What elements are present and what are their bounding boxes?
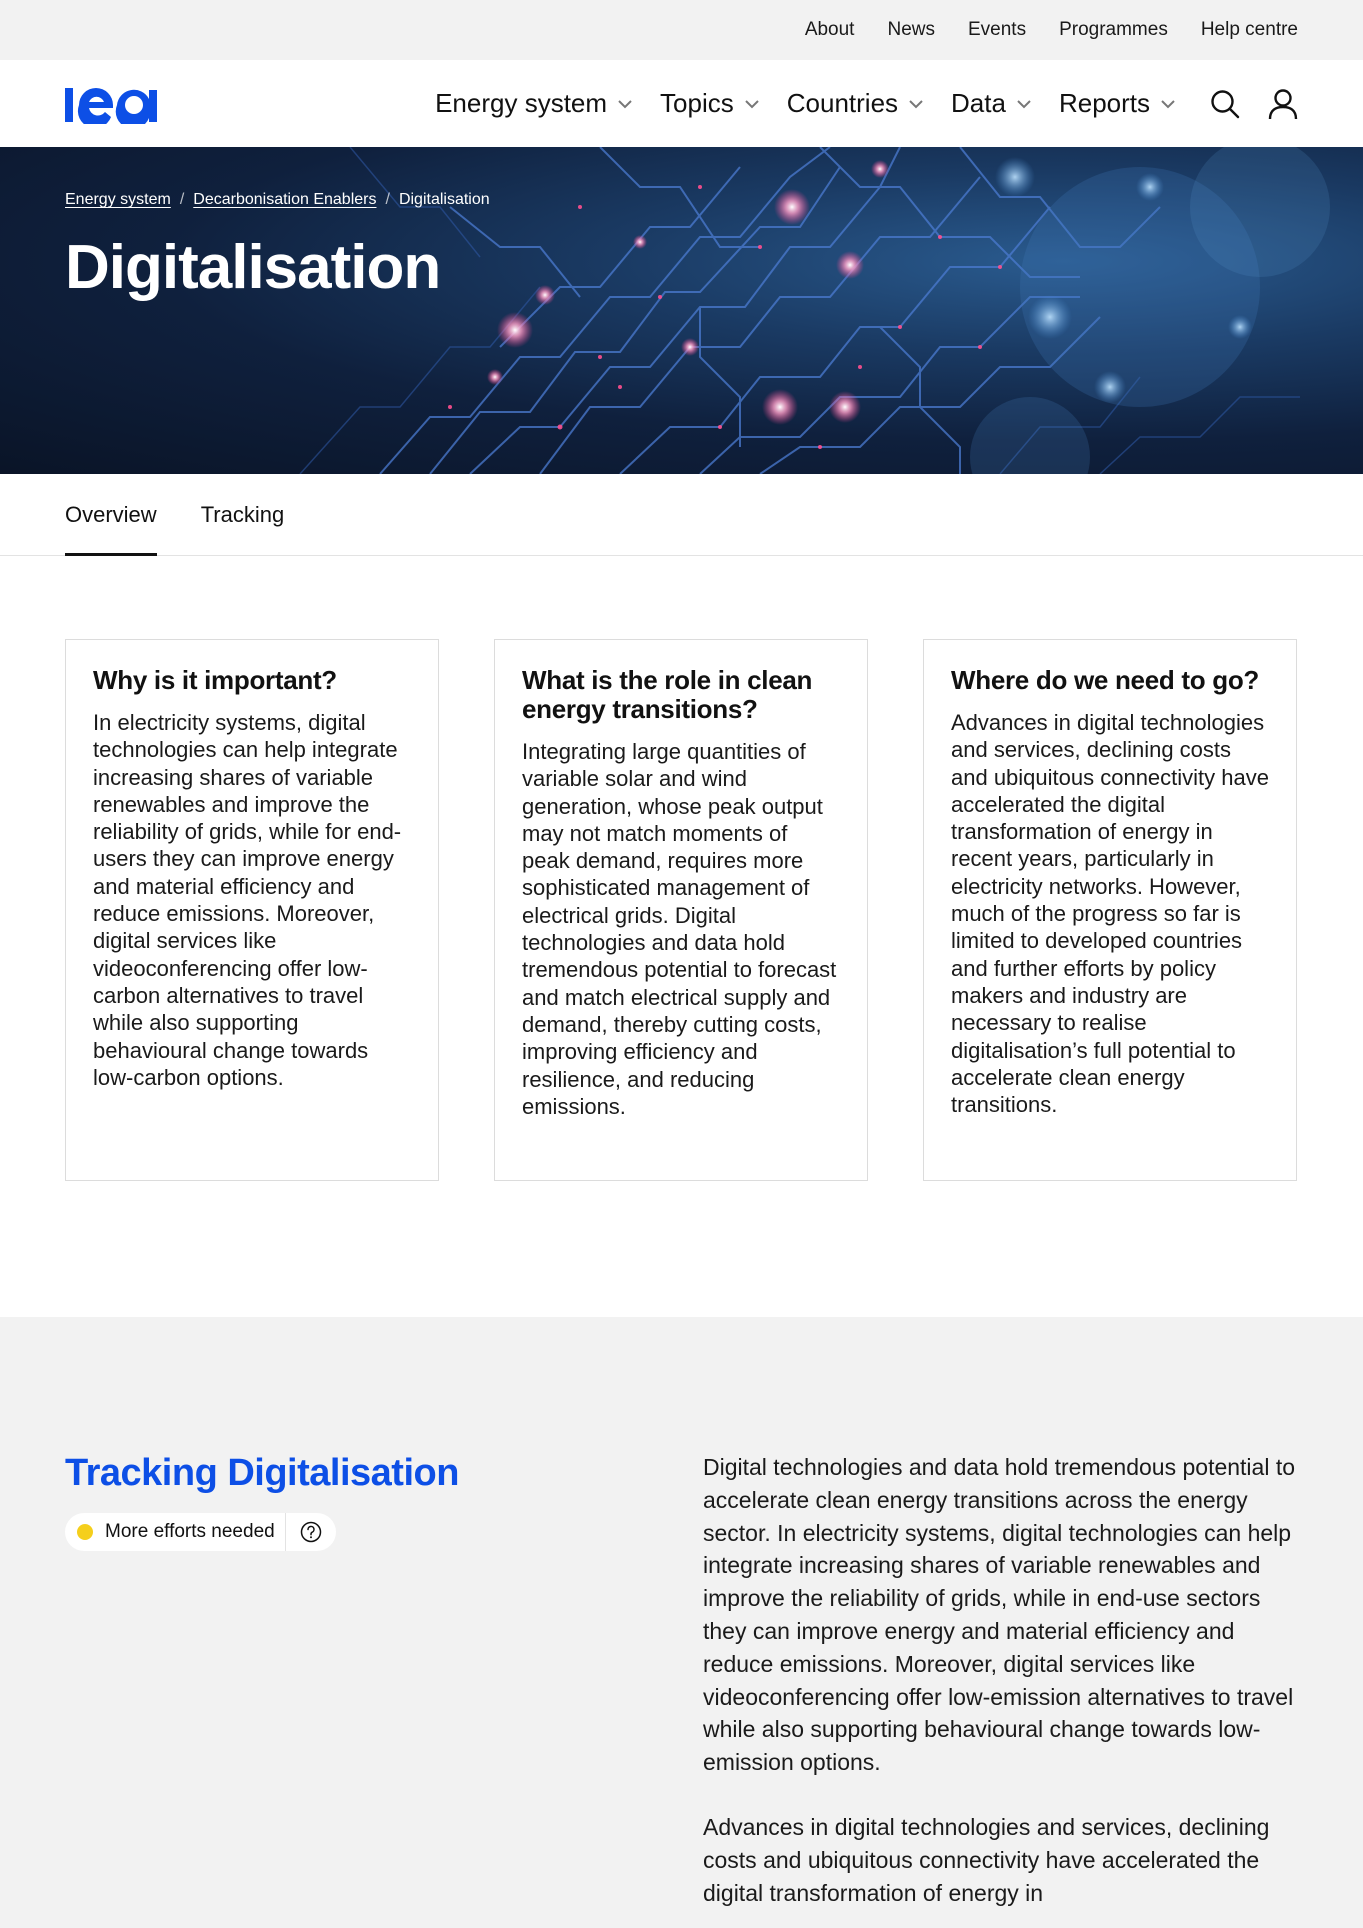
user-icon[interactable] xyxy=(1268,88,1298,120)
status-dot xyxy=(77,1524,93,1540)
breadcrumb-separator: / xyxy=(385,191,390,208)
breadcrumb-separator: / xyxy=(179,191,185,208)
nav-label: Energy system xyxy=(435,88,608,118)
page-tabs xyxy=(0,474,1363,556)
card-title: Why is it important? xyxy=(93,665,337,695)
card-why-important xyxy=(65,639,439,1181)
help-icon[interactable] xyxy=(286,1521,336,1543)
chevron-down-icon xyxy=(617,99,633,109)
breadcrumb-link-decarbonisation-enablers[interactable]: Decarbonisation Enablers xyxy=(193,191,377,208)
chevron-down-icon xyxy=(1016,99,1032,109)
tracking-paragraph: Digital technologies and data hold tremendous potential to accelerate clean energy transitions across the energy sector. In electricity systems, digital technologies can help integrate increasing shares of variable renewables and improve the reliability of grids, while in end-use sectors they can improve energy and material efficiency and reduce emissions. Moreover, digital services like videoconferencing offer low-emission alternatives to travel while also supporting behavioural change towards low-emission options. xyxy=(703,1454,1296,1776)
card-title: Where do we need to go? xyxy=(951,665,1259,695)
nav-label: Countries xyxy=(786,88,899,118)
utility-link-programmes[interactable]: Programmes xyxy=(1059,19,1168,40)
main-nav xyxy=(0,60,1363,147)
chevron-down-icon xyxy=(744,99,760,109)
nav-topics[interactable] xyxy=(660,88,760,119)
tracking-title: Tracking Digitalisation xyxy=(65,1452,459,1494)
nav-label: Topics xyxy=(660,88,734,118)
card-role-in-transitions xyxy=(494,639,868,1181)
utility-link-events[interactable]: Events xyxy=(967,19,1027,40)
status-label: More efforts needed xyxy=(105,1521,275,1542)
utility-link-help-centre[interactable]: Help centre xyxy=(1200,19,1298,40)
status-badge xyxy=(65,1513,336,1551)
info-cards xyxy=(0,556,1363,1181)
page-title: Digitalisation xyxy=(65,233,441,302)
tab-overview[interactable]: Overview xyxy=(65,474,157,555)
card-body: Advances in digital technologies and services, declining costs and ubiquitous connectivity have accelerated the digital transformation of energy in recent years, particularly in electricity networks. However, much of the progress so far is limited to developed countries and further efforts by policy makers and industry are necessary to realise digitalisation’s full potential to accelerate clean energy transitions. xyxy=(951,710,1269,1118)
chevron-down-icon xyxy=(908,99,924,109)
chevron-down-icon xyxy=(1160,99,1176,109)
nav-label: Reports xyxy=(1058,88,1150,118)
card-where-to-go xyxy=(923,639,1297,1181)
tracking-paragraph: Advances in digital technologies and services, declining costs and ubiquitous connectivity have accelerated the digital transformation of energy in xyxy=(703,1813,1270,1906)
iea-logo-mark xyxy=(65,84,158,124)
search-icon[interactable] xyxy=(1210,89,1240,119)
tracking-section xyxy=(0,1317,1363,1928)
utility-nav xyxy=(0,0,1363,60)
utility-link-about[interactable]: About xyxy=(804,19,855,40)
nav-data[interactable] xyxy=(951,88,1032,119)
tab-tracking[interactable]: Tracking xyxy=(200,501,285,527)
utility-link-news[interactable]: News xyxy=(887,19,935,40)
nav-reports[interactable] xyxy=(1059,88,1176,119)
iea-logo[interactable] xyxy=(65,84,158,124)
breadcrumb-current: Digitalisation xyxy=(398,191,490,208)
nav-countries[interactable] xyxy=(787,88,924,119)
breadcrumb xyxy=(65,191,490,209)
card-body: In electricity systems, digital technologies can help integrate increasing shares of variable renewables and improve the reliability of grids, while for end-users they can improve energy and material efficiency and reduce emissions. Moreover, digital services like videoconferencing offer low-carbon alternatives to travel while also supporting behavioural change towards low-carbon options. xyxy=(93,710,402,1090)
breadcrumb-link-energy-system[interactable]: Energy system xyxy=(65,191,171,208)
tracking-text xyxy=(703,1451,1303,1909)
card-title: What is the role in clean energy transitions? xyxy=(522,665,813,724)
card-body: Integrating large quantities of variable solar and wind generation, whose peak output may not match moments of peak demand, requires more sophisticated management of electrical grids. Digital technologies and data hold tremendous potential to forecast and match electrical supply and demand, thereby cutting costs, improving efficiency and resilience, and reducing emissions. xyxy=(522,739,837,1119)
nav-energy-system[interactable] xyxy=(435,88,633,119)
hero-banner xyxy=(0,147,1363,474)
nav-label: Data xyxy=(951,88,1006,118)
